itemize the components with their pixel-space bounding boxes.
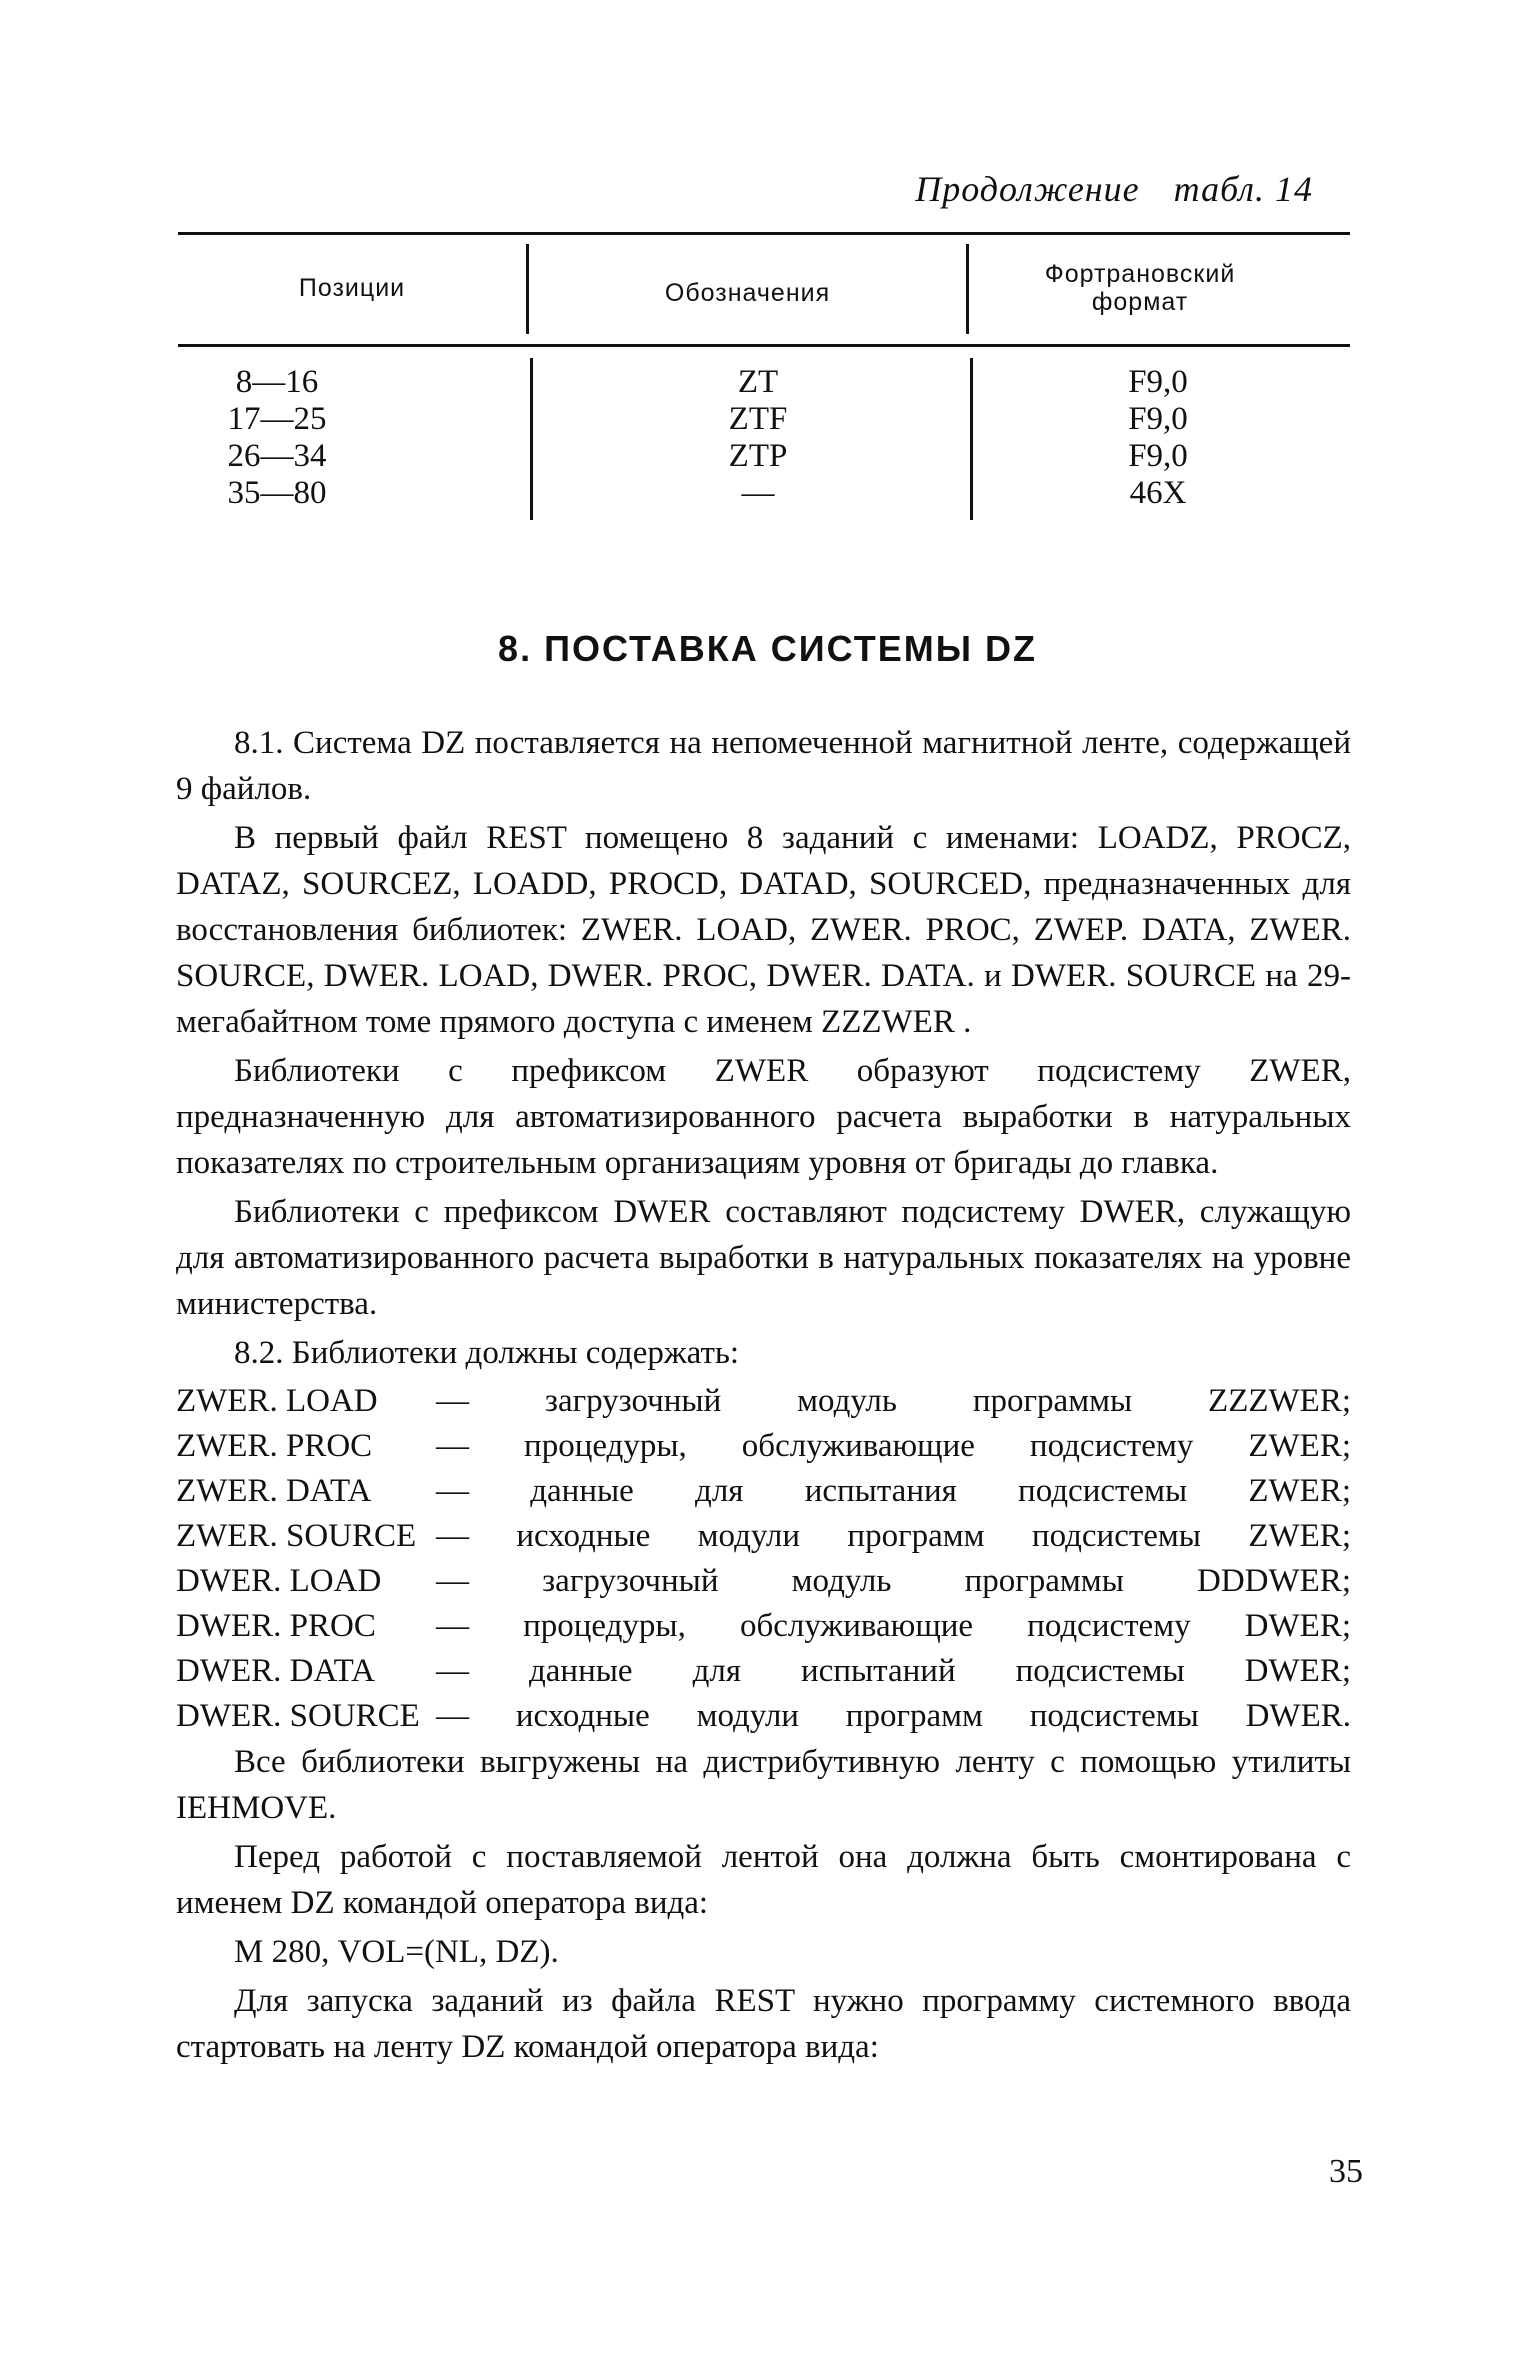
list-item [176, 1514, 1351, 1559]
page-number: 35 [1329, 2153, 1363, 2190]
section-title: 8. ПОСТАВКА СИСТЕМЫ DZ [498, 628, 1037, 669]
library-name: ZWER. SOURCE [176, 1518, 417, 1554]
paragraph: Библиотеки с префиксом ZWER образуют подсистему ZWER, предназначенную для автоматизированного расчета выработки в натуральных показателях по строительным организациям уровня от бригады до главка. [176, 1053, 1351, 1181]
paragraph: 8.2. Библиотеки должны содержать: [234, 1335, 740, 1371]
list-item [176, 1379, 1351, 1424]
table-cell: ZT [737, 364, 779, 400]
table-cell: 35—80 [227, 475, 327, 511]
library-name: DWER. LOAD [176, 1563, 382, 1599]
list-item [176, 1424, 1351, 1469]
library-description: — загрузочный модуль программы DDDWER; [436, 1563, 1351, 1599]
table-cell: F9,0 [1128, 438, 1188, 474]
table-cell: F9,0 [1128, 364, 1188, 400]
paragraph: В первый файл REST помещено 8 заданий с именами: LOADZ, PROCZ, DATAZ, SOURCEZ, LOADD, PROCD, DATAD, SOURCED, предназначенных для восстановления библиотек: ZWER. LOAD, ZWER. PROC, ZWEP. DATA, ZWER. SOURCE, DWER. LOAD, DWER. PROC, DWER. DATA. и DWER. SOURCE на 29-мегабайтном томе прямого доступа с именем ZZZWER . [176, 820, 1351, 1040]
library-description: — загрузочный модуль программы ZZZWER; [436, 1383, 1351, 1419]
library-name: ZWER. DATA [176, 1473, 372, 1509]
library-description: — исходные модули программ подсистемы ZWER; [436, 1518, 1351, 1554]
formats-column [1108, 364, 1208, 512]
paragraph: Библиотеки с префиксом DWER составляют подсистему DWER, служащую для автоматизированного расчета выработки в натуральных показателях на уровне министерства. [176, 1194, 1351, 1322]
table-cell: — [741, 475, 775, 511]
library-description: — исходные модули программ подсистемы DWER. [436, 1698, 1351, 1734]
continuation-word: Продолжение [915, 169, 1140, 209]
library-list [176, 1379, 1351, 1739]
table-header-rule [178, 344, 1350, 347]
table-divider [530, 358, 533, 520]
library-name: DWER. PROC [176, 1608, 376, 1644]
table-continuation-caption [915, 168, 1313, 210]
designations-column [678, 364, 838, 512]
list-item [176, 1469, 1351, 1514]
table-divider [966, 244, 969, 334]
paragraph: Для запуска заданий из файла REST нужно программу системного ввода стартовать на ленту DZ командой оператора вида: [176, 1983, 1351, 2065]
library-name: ZWER. PROC [176, 1428, 373, 1464]
table-cell: F9,0 [1128, 401, 1188, 437]
table-divider [970, 358, 973, 520]
list-item [176, 1559, 1351, 1604]
table-cell: ZTF [728, 401, 788, 437]
table-cell: 26—34 [227, 438, 327, 474]
library-description: — процедуры, обслуживающие подсистему ZWER; [436, 1428, 1351, 1464]
list-item [176, 1604, 1351, 1649]
table-cell: 46X [1129, 475, 1187, 511]
table-header-format: Фортрановский формат [1044, 260, 1236, 316]
list-item [176, 1649, 1351, 1694]
library-description: — данные для испытаний подсистемы DWER; [436, 1653, 1351, 1689]
table-header-designations: Обозначения [664, 279, 831, 307]
library-name: ZWER. LOAD [176, 1383, 378, 1419]
table-top-rule [178, 232, 1350, 235]
library-description: — данные для испытания подсистемы ZWER; [436, 1473, 1351, 1509]
table-cell: 17—25 [227, 401, 327, 437]
list-item [176, 1694, 1351, 1739]
continuation-table-ref: табл. 14 [1173, 169, 1313, 209]
operator-command: М 280, VOL=(NL, DZ). [234, 1934, 559, 1970]
table-cell: ZTP [728, 438, 788, 474]
paragraph: Перед работой с поставляемой лентой она должна быть смонтирована с именем DZ командой оператора вида: [176, 1839, 1351, 1921]
library-description: — процедуры, обслуживающие подсистему DWER; [436, 1608, 1351, 1644]
positions-column [212, 364, 342, 512]
table-cell: 8—16 [235, 364, 319, 400]
positions-table [178, 232, 1350, 520]
library-name: DWER. SOURCE [176, 1698, 420, 1734]
paragraph: Все библиотеки выгружены на дистрибутивную ленту с помощью утилиты IEHMOVE. [176, 1744, 1351, 1826]
section-body [176, 720, 1351, 2073]
table-header-positions: Позиции [298, 274, 406, 302]
paragraph: 8.1. Система DZ поставляется на непомеченной магнитной ленте, содержащей 9 файлов. [176, 725, 1351, 807]
library-name: DWER. DATA [176, 1653, 375, 1689]
